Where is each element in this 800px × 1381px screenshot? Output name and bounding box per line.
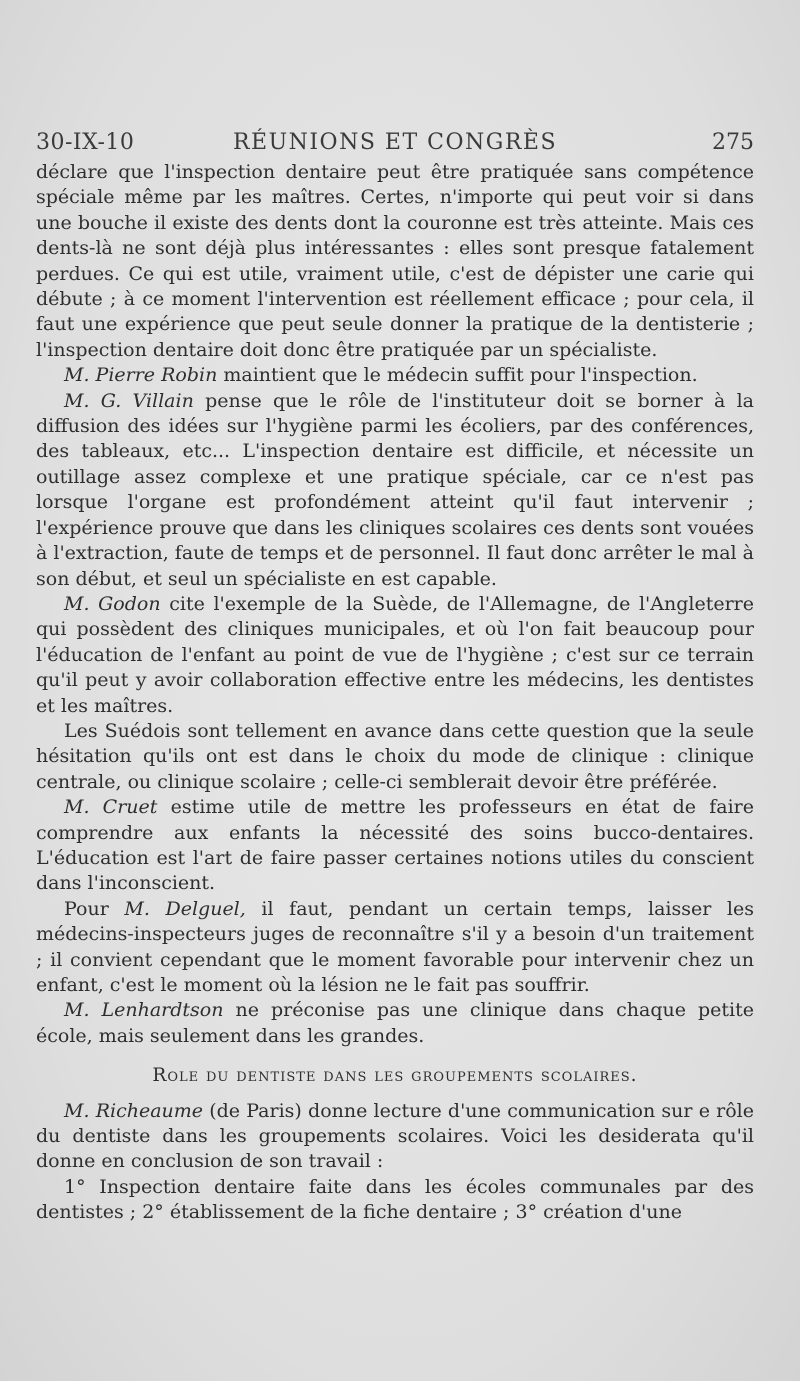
paragraph-1 <box>36 160 754 363</box>
paragraph-6 <box>36 795 754 897</box>
paragraph-5 <box>36 719 754 795</box>
speaker-name: M. Pierre Robin <box>64 364 218 387</box>
paragraph-text: maintient que le médecin suffit pour l'inspection. <box>223 364 698 387</box>
paragraph-10 <box>36 1175 754 1226</box>
paragraph-text: il faut, pendant un certain temps, laisser les médecins-inspecteurs juges de reconnaître s'il y a besoin d'un traitement ; il convient cependant que le moment favorable pour intervenir chez un enfant, c'est le moment où la lésion ne le fait pas souffrir. <box>36 897 755 996</box>
paragraph-9 <box>36 1099 754 1175</box>
paragraph-text: Les Suédois sont tellement en avance dans cette question que la seule hésitation qu'ils ont est dans le choix du mode de clinique : clinique centrale, ou clinique scolaire ; celle-ci semblerait devoir être préférée. <box>36 719 754 793</box>
body-text <box>36 160 754 1226</box>
paragraph-8 <box>36 998 754 1049</box>
page-number: 275 <box>712 130 754 155</box>
speaker-name: M. Richeaume <box>64 1099 204 1122</box>
paragraph-text: (de Paris) donne lecture d'une communication sur e rôle du dentiste dans les groupements scolaires. Voici les desiderata qu'il donne en conclusion de son travail : <box>36 1099 754 1173</box>
paragraph-text: pense que le rôle de l'instituteur doit se borner à la diffusion des idées sur l'hygiène parmi les écoliers, par des conférences, des tableaux, etc... L'inspection dentaire est difficile, et nécessite un outillage assez complexe et une pratique spéciale, car ce n'est pas lorsque l'organe est profondément atteint qu'il faut intervenir ; l'expérience prouve que dans les cliniques scolaires ces dents sont vouées à l'extraction, faute de temps et de personnel. Il faut donc arrêter le mal à son début, et seul un spécialiste en est capable. <box>36 389 754 590</box>
paragraph-text: estime utile de mettre les professeurs en état de faire comprendre aux enfants la nécessité des soins bucco-dentaires. L'éducation est l'art de faire passer certaines notions utiles du conscient dans l'inconscient. <box>36 796 754 895</box>
paragraph-prefix: Pour <box>64 897 109 920</box>
paragraph-2 <box>36 363 754 388</box>
running-title: RÉUNIONS ET CONGRÈS <box>232 130 558 155</box>
paragraph-text: 1° Inspection dentaire faite dans les écoles communales par des dentistes ; 2° établissement de la fiche dentaire ; 3° création d'une <box>36 1175 754 1224</box>
speaker-name: M. G. Villain <box>64 389 194 412</box>
speaker-name: M. Delguel, <box>124 897 246 920</box>
speaker-name: M. Lenhardtson <box>64 999 224 1022</box>
speaker-name: M. Godon <box>64 592 161 615</box>
issue-date: 30-IX-10 <box>36 130 135 155</box>
paragraph-4 <box>36 592 754 719</box>
section-title: Role du dentiste dans les groupements scolaires. <box>152 1065 638 1087</box>
speaker-name: M. Cruet <box>64 796 158 819</box>
paragraph-text: ne préconise pas une clinique dans chaque petite école, mais seulement dans les grandes. <box>36 999 754 1047</box>
paragraph-text: déclare que l'inspection dentaire peut être pratiquée sans compétence spéciale même par les maîtres. Certes, n'importe qui peut voir si dans une bouche il existe des dents dont la couronne est très atteinte. Mais ces dents-là ne sont déjà plus intéressantes : elles sont presque fatalement perdues. Ce qui est utile, vraiment utile, c'est de dépister une carie qui débute ; à ce moment l'intervention est réellement efficace ; pour cela, il faut une expérience que peut seule donner la pratique de la dentisterie ; l'inspection dentaire doit donc être pratiquée par un spécialiste. <box>36 161 754 361</box>
paragraph-3 <box>36 389 754 592</box>
paragraph-text: cite l'exemple de la Suède, de l'Allemagne, de l'Angleterre qui possèdent des cliniques municipales, et où l'on fait beaucoup pour l'éducation de l'enfant au point de vue de l'hygiène ; c'est sur ce terrain qu'il peut y avoir collaboration effective entre les médecins, les dentistes et les maîtres. <box>36 592 754 717</box>
paragraph-7 <box>36 897 754 999</box>
